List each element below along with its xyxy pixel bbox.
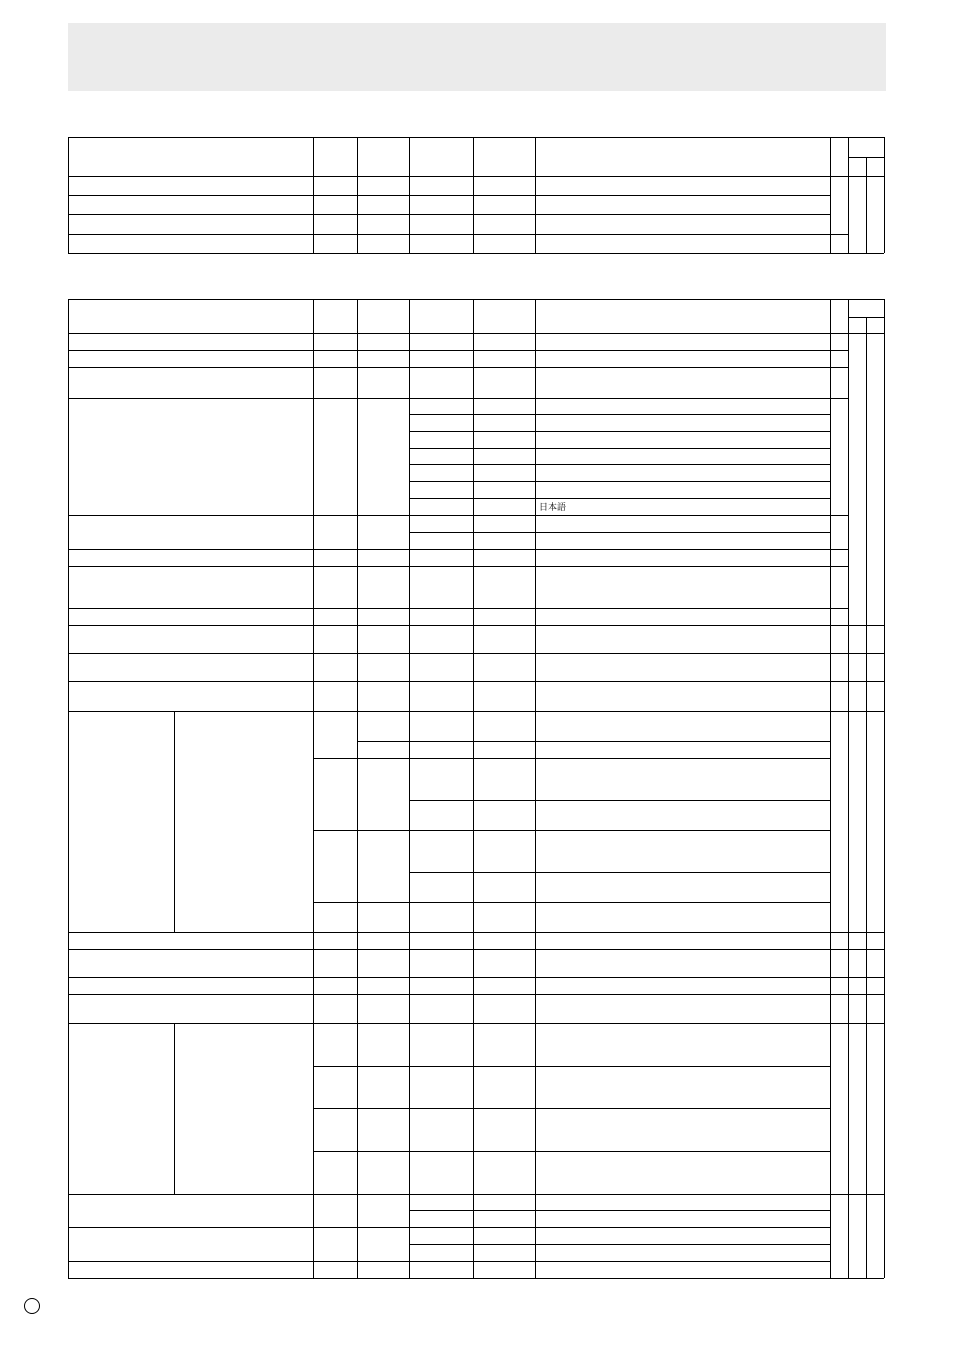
table-rule-h [830,932,848,933]
table-rule-h [830,234,848,235]
table-rule-h [68,333,848,334]
table-rule-v [535,299,536,1278]
table-rule-h [848,932,884,933]
table-rule-h [848,949,884,950]
table-rule-h [848,681,884,682]
table-rule-h [848,1023,884,1024]
table-rule-h [68,977,830,978]
table-rule-v [473,299,474,1278]
table-rule-h [313,1261,830,1262]
table-rule-v [68,137,69,253]
table-rule-h [68,932,830,933]
table-rule-v [866,157,867,253]
table-rule-h [68,253,884,254]
table-rule-v [830,137,831,253]
table-rule-h [830,350,848,351]
table-rule-h [830,977,848,978]
table-rule-v [884,137,885,253]
table-rule-v [313,299,314,1278]
table-rule-v [848,137,849,253]
table-rule-h [830,549,848,550]
table-rule-h [68,549,830,550]
table-rule-h [830,994,848,995]
table-rule-h [830,1023,848,1024]
table-rule-h [68,195,830,196]
table-rule-h [68,1023,830,1024]
table-rule-v [473,137,474,253]
table-rule-h [68,398,830,399]
table-rule-h [848,977,884,978]
table-rule-h [830,711,848,712]
table-rule-h [830,625,848,626]
table-rule-h [313,902,830,903]
table-rule-h [68,625,830,626]
table-rule-h [68,176,848,177]
table-rule-h [830,367,848,368]
table-rule-h [68,608,830,609]
table-rule-h [313,1066,830,1067]
table-rule-h [848,711,884,712]
table-rule-v [830,299,831,1278]
table-rule-h [68,949,830,950]
table-rule-h [830,949,848,950]
table-rule-v [884,299,885,1278]
table-rule-v [535,137,536,253]
table-rule-v [357,299,358,1278]
table-rule-v [409,299,410,1278]
table-rule-h [313,830,830,831]
table-rule-h [848,994,884,995]
table-rule-h [68,350,830,351]
table-rule-h [68,1194,830,1195]
table-rule-h [830,653,848,654]
table-rule-h [830,681,848,682]
table-rule-h [313,1108,830,1109]
table-rule-h [68,681,830,682]
table-rule-h [68,515,830,516]
table-rule-h [68,299,884,300]
table-rule-v [357,137,358,253]
table-rule-h [848,1194,884,1195]
table-rule-h [848,653,884,654]
table-rule-h [313,758,830,759]
table-rule-v [174,1023,175,1194]
table-rule-h [68,566,830,567]
table-rule-v [313,137,314,253]
table-rule-h [313,1151,830,1152]
table-rule-v [848,299,849,1278]
table-rule-h [357,741,830,742]
table-rule-h [68,1278,884,1279]
table-rule-h [68,214,830,215]
table-rule-h [848,625,884,626]
table-rule-h [830,1194,848,1195]
table-rule-h [68,367,830,368]
table-rule-h [68,137,884,138]
table-rule-h [830,398,848,399]
table-rule-h [830,566,848,567]
table-rule-h [68,234,830,235]
page-number-circle [24,1298,40,1314]
table-rule-v [866,317,867,1278]
table-rule-h [830,515,848,516]
table-rule-v [174,711,175,932]
table-rule-v [68,299,69,1278]
table-rule-h [68,653,830,654]
language-japanese-cell: 日本語 [539,502,567,512]
table-rule-h [313,1227,830,1228]
table-rule-v [409,137,410,253]
table-rule-h [68,994,830,995]
table-rule-h [68,711,830,712]
table-rule-h [830,608,848,609]
